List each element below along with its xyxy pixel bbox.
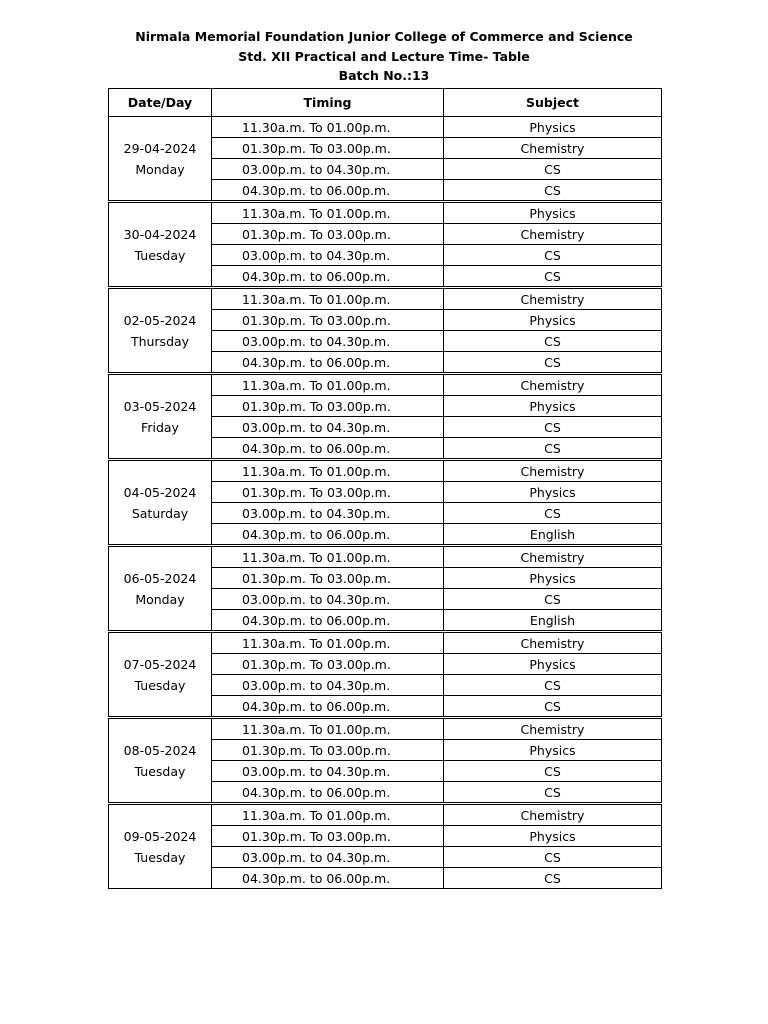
timing-cell: 11.30a.m. To 01.00p.m. bbox=[212, 117, 444, 138]
subject-cell: Chemistry bbox=[444, 374, 662, 396]
table-row bbox=[109, 117, 662, 138]
timing-cell: 03.00p.m. to 04.30p.m. bbox=[212, 245, 444, 266]
date-text: 08-05-2024 bbox=[123, 742, 197, 758]
table-row bbox=[109, 374, 662, 396]
timing-cell: 01.30p.m. To 03.00p.m. bbox=[212, 826, 444, 847]
subject-cell: Physics bbox=[444, 826, 662, 847]
day-text: Thursday bbox=[130, 333, 190, 349]
subject-cell: CS bbox=[444, 180, 662, 202]
day-text: Monday bbox=[135, 161, 185, 177]
subject-cell: CS bbox=[444, 352, 662, 374]
subject-cell: CS bbox=[444, 438, 662, 460]
subject-cell: Physics bbox=[444, 740, 662, 761]
date-text: 06-05-2024 bbox=[123, 570, 197, 586]
timing-cell: 11.30a.m. To 01.00p.m. bbox=[212, 718, 444, 740]
timing-cell: 04.30p.m. to 06.00p.m. bbox=[212, 868, 444, 889]
timing-cell: 11.30a.m. To 01.00p.m. bbox=[212, 804, 444, 826]
timetable bbox=[108, 88, 662, 889]
subject-cell: Physics bbox=[444, 202, 662, 224]
subject-cell: Physics bbox=[444, 396, 662, 417]
subject-cell: CS bbox=[444, 245, 662, 266]
day-text: Tuesday bbox=[134, 677, 186, 693]
batch-number: Batch No.:13 bbox=[338, 68, 430, 83]
subject-cell: Chemistry bbox=[444, 804, 662, 826]
table-row bbox=[109, 288, 662, 310]
day-text: Tuesday bbox=[134, 247, 186, 263]
date-day-cell bbox=[109, 288, 212, 374]
subject-cell: CS bbox=[444, 331, 662, 352]
subject-cell: CS bbox=[444, 696, 662, 718]
timetable-title: Std. XII Practical and Lecture Time- Table bbox=[238, 48, 530, 64]
table-row bbox=[109, 718, 662, 740]
timing-cell: 01.30p.m. To 03.00p.m. bbox=[212, 310, 444, 331]
subject-cell: English bbox=[444, 610, 662, 632]
subject-cell: Chemistry bbox=[444, 288, 662, 310]
timing-cell: 01.30p.m. To 03.00p.m. bbox=[212, 482, 444, 503]
timing-cell: 03.00p.m. to 04.30p.m. bbox=[212, 589, 444, 610]
table-header-row bbox=[109, 89, 662, 117]
subject-cell: Physics bbox=[444, 310, 662, 331]
subject-cell: CS bbox=[444, 868, 662, 889]
subject-cell: CS bbox=[444, 159, 662, 180]
subject-cell: CS bbox=[444, 266, 662, 288]
date-day-cell bbox=[109, 374, 212, 460]
timing-cell: 03.00p.m. to 04.30p.m. bbox=[212, 847, 444, 868]
timing-cell: 03.00p.m. to 04.30p.m. bbox=[212, 159, 444, 180]
subject-cell: Chemistry bbox=[444, 224, 662, 245]
timing-cell: 01.30p.m. To 03.00p.m. bbox=[212, 224, 444, 245]
table-row bbox=[109, 546, 662, 568]
subject-cell: Chemistry bbox=[444, 138, 662, 159]
date-text: 30-04-2024 bbox=[123, 226, 197, 242]
subject-cell: Physics bbox=[444, 654, 662, 675]
date-text: 02-05-2024 bbox=[123, 312, 197, 328]
date-day-cell bbox=[109, 546, 212, 632]
timing-cell: 04.30p.m. to 06.00p.m. bbox=[212, 610, 444, 632]
timing-cell: 03.00p.m. to 04.30p.m. bbox=[212, 417, 444, 438]
timetable-body bbox=[109, 117, 662, 889]
subject-cell: Physics bbox=[444, 568, 662, 589]
subject-cell: Chemistry bbox=[444, 460, 662, 482]
date-day-cell bbox=[109, 632, 212, 718]
timing-cell: 11.30a.m. To 01.00p.m. bbox=[212, 632, 444, 654]
date-day-cell bbox=[109, 117, 212, 202]
timing-cell: 01.30p.m. To 03.00p.m. bbox=[212, 138, 444, 159]
timing-cell: 04.30p.m. to 06.00p.m. bbox=[212, 438, 444, 460]
date-text: 03-05-2024 bbox=[123, 398, 197, 414]
day-text: Monday bbox=[135, 591, 185, 607]
date-text: 09-05-2024 bbox=[123, 828, 197, 844]
subject-cell: CS bbox=[444, 503, 662, 524]
timing-cell: 11.30a.m. To 01.00p.m. bbox=[212, 202, 444, 224]
table-row bbox=[109, 804, 662, 826]
date-day-cell bbox=[109, 804, 212, 889]
subject-cell: CS bbox=[444, 417, 662, 438]
date-text: 07-05-2024 bbox=[123, 656, 197, 672]
date-text: 04-05-2024 bbox=[123, 484, 197, 500]
timing-cell: 03.00p.m. to 04.30p.m. bbox=[212, 761, 444, 782]
day-text: Tuesday bbox=[134, 763, 186, 779]
column-header-date-day: Date/Day bbox=[109, 89, 212, 117]
timing-cell: 01.30p.m. To 03.00p.m. bbox=[212, 568, 444, 589]
timing-cell: 04.30p.m. to 06.00p.m. bbox=[212, 266, 444, 288]
column-header-timing: Timing bbox=[212, 89, 444, 117]
timing-cell: 11.30a.m. To 01.00p.m. bbox=[212, 374, 444, 396]
timing-cell: 04.30p.m. to 06.00p.m. bbox=[212, 524, 444, 546]
table-row bbox=[109, 202, 662, 224]
subject-cell: Chemistry bbox=[444, 632, 662, 654]
timing-cell: 03.00p.m. to 04.30p.m. bbox=[212, 331, 444, 352]
timing-cell: 04.30p.m. to 06.00p.m. bbox=[212, 180, 444, 202]
timing-cell: 03.00p.m. to 04.30p.m. bbox=[212, 675, 444, 696]
date-day-cell bbox=[109, 718, 212, 804]
timing-cell: 03.00p.m. to 04.30p.m. bbox=[212, 503, 444, 524]
subject-cell: CS bbox=[444, 761, 662, 782]
timing-cell: 01.30p.m. To 03.00p.m. bbox=[212, 396, 444, 417]
table-row bbox=[109, 632, 662, 654]
document-header bbox=[0, 27, 768, 86]
timing-cell: 04.30p.m. to 06.00p.m. bbox=[212, 352, 444, 374]
timing-cell: 04.30p.m. to 06.00p.m. bbox=[212, 696, 444, 718]
subject-cell: CS bbox=[444, 847, 662, 868]
day-text: Saturday bbox=[131, 505, 189, 521]
timing-cell: 11.30a.m. To 01.00p.m. bbox=[212, 460, 444, 482]
timing-cell: 11.30a.m. To 01.00p.m. bbox=[212, 288, 444, 310]
date-day-cell bbox=[109, 202, 212, 288]
column-header-subject: Subject bbox=[444, 89, 662, 117]
date-day-cell bbox=[109, 460, 212, 546]
timing-cell: 04.30p.m. to 06.00p.m. bbox=[212, 782, 444, 804]
subject-cell: Physics bbox=[444, 482, 662, 503]
subject-cell: CS bbox=[444, 589, 662, 610]
timing-cell: 01.30p.m. To 03.00p.m. bbox=[212, 740, 444, 761]
subject-cell: Physics bbox=[444, 117, 662, 138]
subject-cell: Chemistry bbox=[444, 546, 662, 568]
date-text: 29-04-2024 bbox=[123, 140, 197, 156]
subject-cell: English bbox=[444, 524, 662, 546]
timing-cell: 01.30p.m. To 03.00p.m. bbox=[212, 654, 444, 675]
college-name: Nirmala Memorial Foundation Junior College of Commerce and Science bbox=[135, 29, 633, 44]
timing-cell: 11.30a.m. To 01.00p.m. bbox=[212, 546, 444, 568]
day-text: Friday bbox=[141, 419, 179, 435]
day-text: Tuesday bbox=[134, 849, 186, 865]
subject-cell: CS bbox=[444, 782, 662, 804]
subject-cell: CS bbox=[444, 675, 662, 696]
table-row bbox=[109, 460, 662, 482]
subject-cell: Chemistry bbox=[444, 718, 662, 740]
